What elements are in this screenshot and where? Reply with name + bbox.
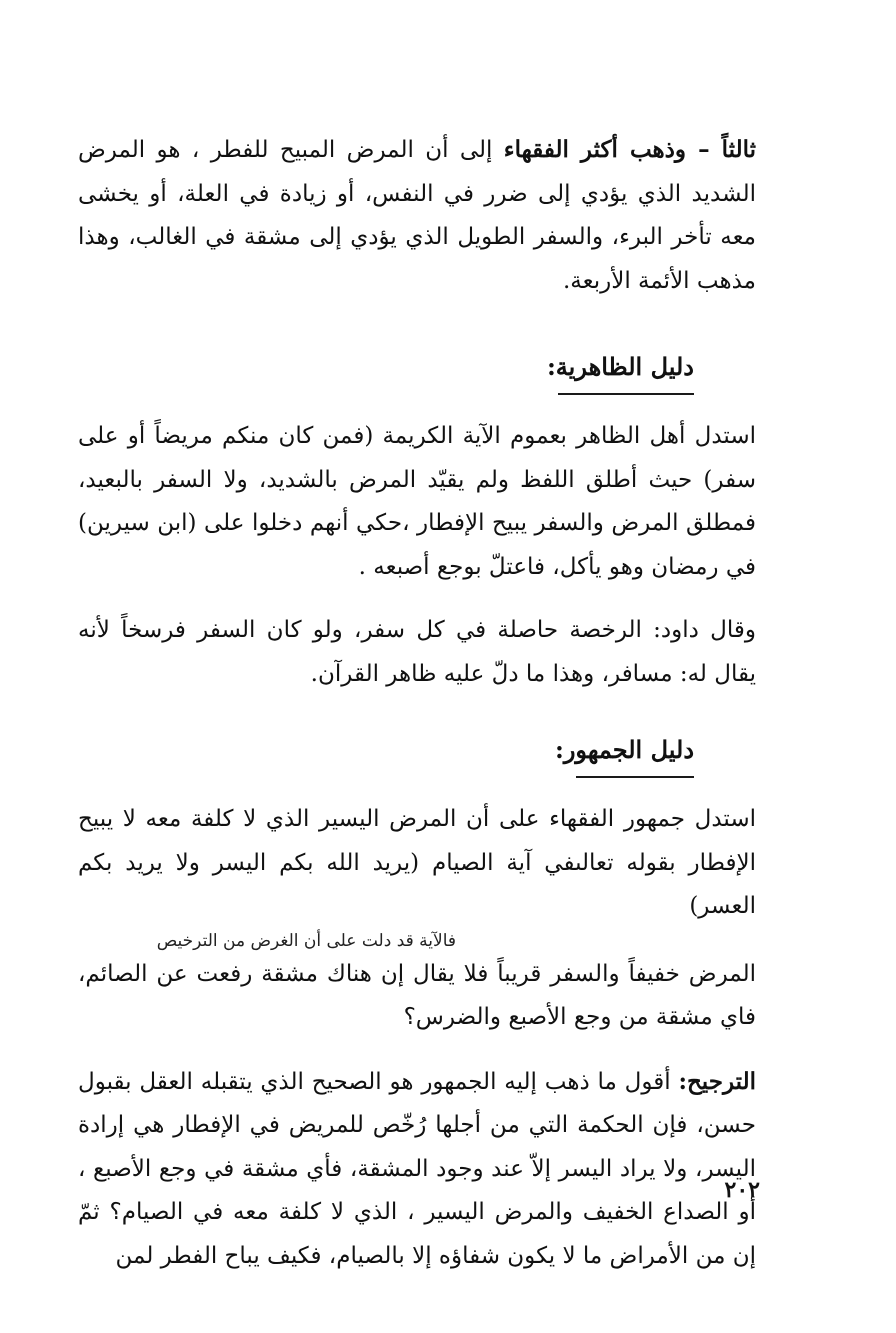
heading-text: دليل الجمهور: [554, 735, 694, 764]
spacer [78, 1040, 756, 1060]
heading-zahiriya-evidence [78, 347, 694, 393]
paragraph-text: إلى أن المرض المبيح للفطر ، هو المرض الشديد الذي يؤدي إلى ضرر في النفس، أو زيادة في العلة، أو يخشى معه تأخر البرء، والسفر الطويل الذي يؤدي إلى مشقة في الغالب، وهذا مذهب الأئمة الأربعة. [78, 137, 756, 294]
spacer [78, 395, 756, 415]
paragraph-overlapping-line: فالآية قد دلت على أن الغرض من الترخيص [156, 930, 456, 951]
heading-text: دليل الظاهرية: [546, 352, 694, 381]
spacer [78, 589, 756, 609]
paragraph-lead: ثالثاً – وذهب أكثر الفقهاء [503, 136, 756, 163]
paragraph-dawud-opinion: وقال داود: الرخصة حاصلة في كل سفر، ولو كان السفر فرسخاً لأنه يقال له: مسافر، وهذا ما دلّ عليه ظاهر القرآن. [78, 617, 756, 687]
spacer [78, 303, 756, 347]
spacer [78, 778, 756, 798]
paragraph-zahiriya-evidence: استدل أهل الظاهر بعموم الآية الكريمة (فمن كان منكم مريضاً أو على سفر) حيث أطلق اللفظ ولم يقيّد المرض بالشديد، ولا السفر بالبعيد، فمطلق المرض والسفر يبيح الإفطار ،حكي أنهم دخلوا على (ابن سيرين) في رمضان وهو يأكل، فاعتلّ بوجع أصبعه . [78, 423, 756, 580]
paragraph-preference [78, 1060, 756, 1279]
heading-jumhur-evidence [78, 730, 694, 776]
paragraph-text: أقول ما ذهب إليه الجمهور هو الصحيح الذي يتقبله العقل بقبول حسن، فإن الحكمة التي من أجلها رُخّص للمريض في الإفطار هي إرادة اليسر، ولا يراد اليسر إلاّ عند وجود المشقة، فأي مشقة في وجع الأصبع ، أو الصداع الخفيف والمرض اليسير ، الذي لا كلفة معه في الصيام؟ ثمّ إن من الأمراض ما لا يكون شفاؤه إلا بالصيام، فكيف يباح الفطر لمن [78, 1068, 756, 1269]
paragraph-third-opinion [78, 128, 756, 303]
paragraph-lead: الترجيح: [678, 1067, 756, 1095]
spacer [78, 696, 756, 730]
page-body [78, 128, 756, 1269]
paragraph-jumhur-evidence: استدل جمهور الفقهاء على أن المرض اليسير الذي لا كلفة معه لا يبيح الإفطار بقوله تعالىفي آية الصيام (يريد الله بكم اليسر ولا يريد بكم العسر) [78, 806, 756, 919]
paragraph-jumhur-continuation: المرض خفيفاً والسفر قريباً فلا يقال إن هناك مشقة رفعت عن الصائم، فاي مشقة من وجع الأصبع والضرس؟ [78, 960, 756, 1030]
page-number: ٢٠٢ [724, 1177, 760, 1203]
